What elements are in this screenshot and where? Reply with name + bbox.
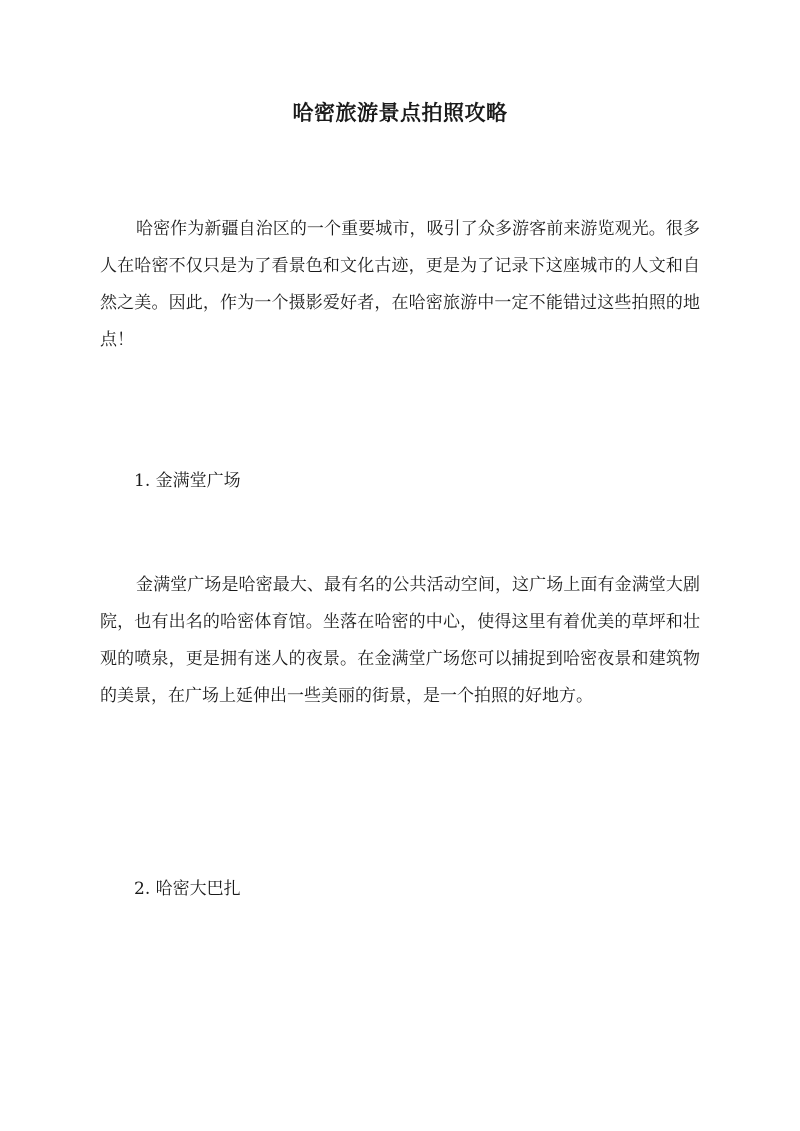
- section-heading-jinmantang: 1. 金满堂广场: [134, 471, 241, 491]
- section-body-jinmantang: 金满堂广场是哈密最大、最有名的公共活动空间，这广场上面有金满堂大剧院，也有出名的哈密体育馆。坐落在哈密的中心，使得这里有着优美的草坪和壮观的喷泉，更是拥有迷人的夜景。在金满堂广场您可以捕捉到哈密夜景和建筑物的美景，在广场上延伸出一些美丽的街景，是一个拍照的好地方。: [100, 575, 700, 706]
- intro-paragraph: 哈密作为新疆自治区的一个重要城市，吸引了众多游客前来游览观光。很多人在哈密不仅只是为了看景色和文化古迹，更是为了记录下这座城市的人文和自然之美。因此，作为一个摄影爱好者，在哈密旅游中一定不能错过这些拍照的地点！: [100, 219, 700, 350]
- document-title: 哈密旅游景点拍照攻略: [292, 100, 508, 125]
- section-heading-dabazha: 2. 哈密大巴扎: [134, 879, 241, 899]
